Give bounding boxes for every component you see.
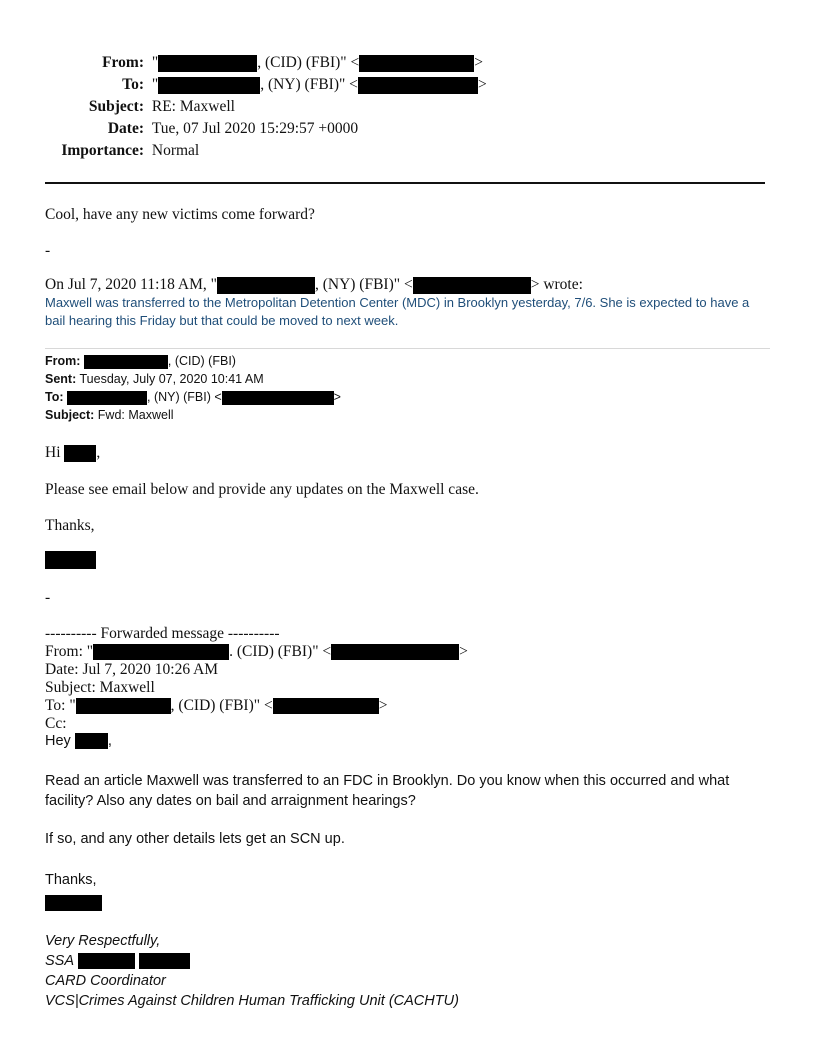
redaction-block	[217, 277, 315, 294]
redaction-block	[158, 55, 257, 72]
date-label: Date:	[107, 120, 144, 137]
middle-greeting	[45, 444, 100, 462]
header-date-row	[0, 120, 487, 138]
quote-suffix: > wrote:	[530, 276, 583, 293]
redaction-block	[78, 953, 135, 969]
redaction-block	[222, 391, 334, 405]
middle-thanks: Thanks,	[45, 517, 95, 534]
outlook-to-row	[45, 388, 341, 406]
to-close: >	[477, 76, 487, 93]
redaction-block	[273, 698, 379, 714]
fwd-to-prefix: To: "	[45, 697, 76, 714]
forwarded-thanks: Thanks,	[45, 872, 97, 888]
to-label: To:	[122, 76, 144, 93]
quote-attribution	[45, 276, 583, 294]
redaction-block	[139, 953, 190, 969]
signature-title: SSA	[45, 953, 74, 969]
header-from-row	[0, 54, 487, 72]
fwd-from-close: >	[459, 643, 468, 660]
header-subject-row	[0, 98, 487, 116]
fwd-to-close: >	[378, 697, 388, 714]
quote-divider	[45, 348, 770, 349]
signature-unit: VCS|Crimes Against Children Human Trafficking Unit (CACHTU)	[45, 993, 459, 1009]
from-value: , (CID) (FBI)" <	[257, 54, 360, 71]
subject-value: RE: Maxwell	[151, 98, 235, 115]
middle-signature-redaction	[45, 551, 96, 569]
redaction-block	[67, 391, 147, 405]
quote-mid: , (NY) (FBI)" <	[314, 276, 413, 293]
fwd-greeting-word: Hey	[45, 733, 71, 749]
importance-value: Normal	[151, 142, 200, 159]
redaction-block	[93, 644, 229, 660]
forwarded-signature-redaction	[45, 894, 102, 912]
from-label: From:	[102, 54, 144, 71]
signature-name-row	[45, 951, 459, 971]
signature-block	[45, 931, 459, 1011]
forwarded-separator: ---------- Forwarded message ----------	[45, 625, 280, 642]
from-close: >	[474, 54, 483, 71]
email-header	[0, 54, 487, 160]
outlook-to-close: >	[333, 390, 341, 404]
forwarded-greeting	[45, 733, 112, 749]
outlook-to-label: To:	[45, 390, 64, 404]
outlook-subject-label: Subject:	[45, 408, 95, 422]
header-to-row	[0, 76, 487, 94]
subject-label: Subject:	[88, 98, 144, 115]
forwarded-date: Date: Jul 7, 2020 10:26 AM	[45, 661, 219, 678]
importance-label: Importance:	[61, 142, 144, 159]
header-importance-row	[0, 142, 487, 160]
forwarded-body-1: Read an article Maxwell was transferred to an FDC in Brooklyn. Do you know when this occurred and what facility? Also any dates on bail and arraignment hearings?	[45, 773, 730, 809]
outlook-sent-value: Tuesday, July 07, 2020 10:41 AM	[79, 372, 264, 386]
reply-dash: -	[45, 242, 51, 259]
forwarded-cc: Cc:	[45, 715, 67, 732]
redaction-block	[75, 733, 108, 749]
redaction-block	[359, 55, 474, 72]
redaction-block	[331, 644, 459, 660]
greeting-comma: ,	[96, 444, 101, 461]
forwarded-body-2: If so, and any other details lets get an SCN up.	[45, 831, 345, 847]
outlook-from-label: From:	[45, 354, 81, 368]
outlook-subject-row	[45, 406, 341, 424]
redaction-block	[358, 77, 478, 94]
quote-prefix: On Jul 7, 2020 11:18 AM, "	[45, 276, 217, 293]
redaction-block	[84, 355, 168, 369]
reply-body: Cool, have any new victims come forward?	[45, 206, 315, 223]
middle-body: Please see email below and provide any updates on the Maxwell case.	[45, 481, 479, 498]
forwarded-header	[45, 625, 468, 733]
forwarded-subject: Subject: Maxwell	[45, 679, 155, 696]
signature-role: CARD Coordinator	[45, 973, 166, 989]
middle-dash: -	[45, 589, 51, 606]
greeting-word: Hi	[45, 444, 61, 461]
redaction-block	[45, 895, 102, 911]
redaction-block	[45, 551, 96, 569]
from-open-quote: "	[151, 54, 159, 71]
forwarded-to-row	[45, 697, 468, 715]
outlook-sent-label: Sent:	[45, 372, 77, 386]
outlook-from-value: , (CID) (FBI)	[167, 354, 236, 368]
to-value: , (NY) (FBI)" <	[260, 76, 358, 93]
fwd-from-prefix: From: "	[45, 643, 94, 660]
redaction-block	[64, 445, 96, 462]
header-divider	[45, 182, 765, 184]
signature-closing: Very Respectfully,	[45, 933, 161, 949]
outlook-to-value: , (NY) (FBI) <	[147, 390, 222, 404]
fwd-greeting-comma: ,	[107, 733, 112, 749]
forwarded-from-row	[45, 643, 468, 661]
outlook-sent-row	[45, 370, 341, 388]
redaction-block	[413, 277, 531, 294]
fwd-to-mid: , (CID) (FBI)" <	[170, 697, 273, 714]
to-open-quote: "	[151, 76, 159, 93]
date-value: Tue, 07 Jul 2020 15:29:57 +0000	[151, 120, 359, 137]
outlook-header	[45, 352, 341, 424]
redaction-block	[76, 698, 171, 714]
redaction-block	[158, 77, 260, 94]
outlook-subject-value: Fwd: Maxwell	[97, 408, 174, 422]
quoted-text: Maxwell was transferred to the Metropolitan Detention Center (MDC) in Brooklyn yesterday, 7/6. She is expected to have a bail hearing this Friday but that could be moved to next week.	[45, 295, 750, 328]
outlook-from-row	[45, 352, 341, 370]
fwd-from-mid: . (CID) (FBI)" <	[229, 643, 332, 660]
